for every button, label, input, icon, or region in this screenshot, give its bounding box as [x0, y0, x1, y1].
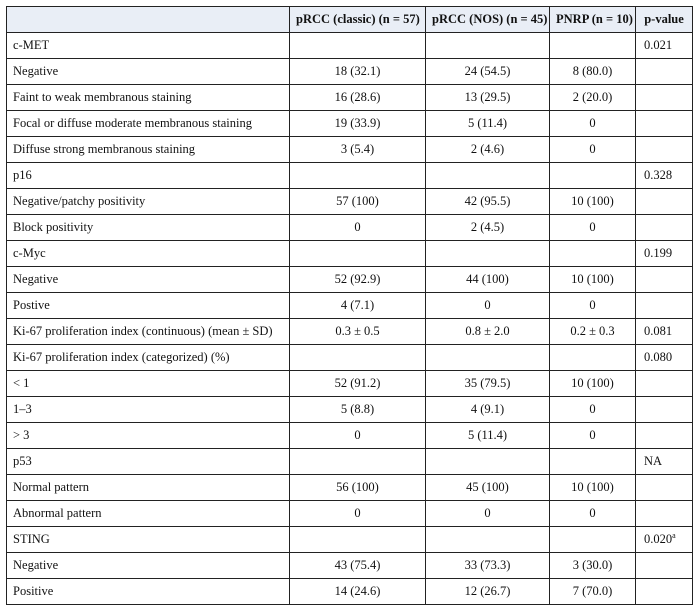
cell-p-value — [636, 59, 693, 85]
table-row — [7, 189, 693, 215]
cell-prcc-nos — [426, 475, 550, 501]
row-label — [7, 501, 290, 527]
row-label-text: Negative — [13, 64, 59, 78]
row-label-text: Diffuse strong membranous staining — [13, 142, 196, 156]
cell-prcc-classic — [290, 111, 426, 137]
cell-pnrp — [550, 137, 636, 163]
header-row — [7, 7, 693, 33]
cell-prcc-nos — [426, 345, 550, 371]
cell-prcc-nos-text: 5 (11.4) — [467, 116, 508, 130]
table-row — [7, 319, 693, 345]
cell-pnrp-text: 0 — [589, 506, 596, 520]
cell-pnrp-text: 0 — [589, 428, 596, 442]
row-label-text: Ki-67 proliferation index (categorized) (%) — [13, 350, 230, 364]
row-label-text: Postive — [13, 298, 50, 312]
cell-prcc-classic — [290, 293, 426, 319]
row-label — [7, 579, 290, 605]
cell-p-value — [636, 475, 693, 501]
row-label-text: Positive — [13, 584, 54, 598]
cell-prcc-classic-text: 43 (75.4) — [334, 558, 381, 572]
cell-prcc-nos-text: 42 (95.5) — [464, 194, 511, 208]
cell-p-value — [636, 501, 693, 527]
cell-p-value — [636, 527, 693, 553]
cell-prcc-classic — [290, 267, 426, 293]
cell-prcc-classic-text: 14 (24.6) — [334, 584, 381, 598]
cell-pnrp — [550, 579, 636, 605]
cell-pnrp-text: 10 (100) — [571, 272, 614, 286]
cell-prcc-classic-text: 19 (33.9) — [334, 116, 381, 130]
row-label-text: Focal or diffuse moderate membranous staining — [13, 116, 252, 130]
cell-p-value — [636, 293, 693, 319]
cell-prcc-nos — [426, 241, 550, 267]
cell-p-value-text: 0.328 — [644, 168, 673, 182]
footnote-marker: a — [672, 530, 676, 540]
row-label-text: Normal pattern — [13, 480, 90, 494]
row-label-text: 1–3 — [13, 402, 32, 416]
cell-prcc-nos-text: 0.8 ± 2.0 — [465, 324, 510, 338]
table-row — [7, 85, 693, 111]
row-label-text: > 3 — [13, 428, 30, 442]
cell-prcc-nos-text: 5 (11.4) — [467, 428, 508, 442]
row-label — [7, 85, 290, 111]
cell-prcc-nos-text: 33 (73.3) — [464, 558, 511, 572]
cell-p-value — [636, 215, 693, 241]
cell-p-value — [636, 189, 693, 215]
cell-prcc-classic-text: 0 — [354, 428, 361, 442]
row-label — [7, 137, 290, 163]
cell-pnrp — [550, 85, 636, 111]
cell-p-value — [636, 137, 693, 163]
data-table-container — [6, 6, 693, 605]
cell-p-value-text: NA — [644, 454, 663, 468]
cell-pnrp — [550, 423, 636, 449]
cell-p-value — [636, 163, 693, 189]
cell-prcc-nos-text: 2 (4.6) — [470, 142, 505, 156]
cell-pnrp — [550, 163, 636, 189]
cell-prcc-nos-text: 35 (79.5) — [464, 376, 511, 390]
row-label — [7, 59, 290, 85]
table-row — [7, 293, 693, 319]
table-row — [7, 423, 693, 449]
cell-prcc-classic-text: 4 (7.1) — [340, 298, 375, 312]
cell-pnrp — [550, 553, 636, 579]
cell-pnrp-text: 2 (20.0) — [572, 90, 613, 104]
cell-prcc-nos-text: 0 — [484, 506, 491, 520]
cell-prcc-classic-text: 52 (92.9) — [334, 272, 381, 286]
row-label — [7, 111, 290, 137]
cell-prcc-nos — [426, 371, 550, 397]
cell-prcc-classic — [290, 163, 426, 189]
cell-p-value — [636, 579, 693, 605]
cell-pnrp — [550, 397, 636, 423]
cell-prcc-classic — [290, 33, 426, 59]
cell-prcc-nos — [426, 579, 550, 605]
cell-pnrp-text: 7 (70.0) — [572, 584, 613, 598]
cell-prcc-classic — [290, 345, 426, 371]
cell-prcc-nos — [426, 111, 550, 137]
cell-p-value-text: 0.020 — [644, 532, 673, 546]
cell-prcc-nos-text: 44 (100) — [466, 272, 509, 286]
cell-prcc-nos-text: 24 (54.5) — [464, 64, 511, 78]
cell-prcc-nos — [426, 137, 550, 163]
row-label — [7, 475, 290, 501]
cell-pnrp — [550, 241, 636, 267]
cell-p-value — [636, 553, 693, 579]
cell-prcc-classic — [290, 553, 426, 579]
cell-prcc-classic — [290, 137, 426, 163]
cell-p-value — [636, 371, 693, 397]
cell-prcc-classic — [290, 475, 426, 501]
cell-prcc-classic-text: 52 (91.2) — [334, 376, 381, 390]
table-row — [7, 59, 693, 85]
cell-prcc-classic-text: 0 — [354, 506, 361, 520]
row-label-text: c-Myc — [13, 246, 46, 260]
cell-prcc-nos-text: 13 (29.5) — [464, 90, 511, 104]
cell-p-value-text: 0.080 — [644, 350, 673, 364]
row-label-text: Block positivity — [13, 220, 94, 234]
row-label — [7, 553, 290, 579]
cell-pnrp-text: 10 (100) — [571, 480, 614, 494]
row-label — [7, 163, 290, 189]
cell-p-value — [636, 345, 693, 371]
table-row — [7, 267, 693, 293]
table-row — [7, 215, 693, 241]
cell-pnrp — [550, 527, 636, 553]
row-label-text: p53 — [13, 454, 32, 468]
table-row — [7, 579, 693, 605]
cell-p-value — [636, 241, 693, 267]
cell-p-value — [636, 319, 693, 345]
cell-prcc-classic — [290, 423, 426, 449]
cell-pnrp-text: 0 — [589, 298, 596, 312]
row-label-text: Negative — [13, 558, 59, 572]
cell-prcc-nos — [426, 163, 550, 189]
header-prcc-classic: pRCC (classic) (n = 57) — [290, 7, 426, 33]
cell-pnrp — [550, 345, 636, 371]
cell-pnrp-text: 0.2 ± 0.3 — [570, 324, 615, 338]
cell-prcc-classic-text: 56 (100) — [336, 480, 379, 494]
cell-p-value-text: 0.081 — [644, 324, 673, 338]
cell-prcc-nos — [426, 319, 550, 345]
row-label — [7, 527, 290, 553]
table-row — [7, 345, 693, 371]
cell-pnrp — [550, 215, 636, 241]
cell-p-value-text: 0.021 — [644, 38, 673, 52]
table-row — [7, 553, 693, 579]
row-label — [7, 345, 290, 371]
row-label — [7, 397, 290, 423]
table-row — [7, 449, 693, 475]
cell-prcc-classic-text: 0 — [354, 220, 361, 234]
cell-prcc-nos — [426, 267, 550, 293]
table-row — [7, 501, 693, 527]
header-p-value: p-value — [636, 7, 693, 33]
cell-prcc-nos — [426, 527, 550, 553]
cell-pnrp — [550, 59, 636, 85]
cell-prcc-nos — [426, 215, 550, 241]
row-label — [7, 423, 290, 449]
cell-prcc-nos-text: 2 (4.5) — [470, 220, 505, 234]
cell-prcc-nos — [426, 85, 550, 111]
cell-prcc-classic — [290, 527, 426, 553]
header-prcc-nos: pRCC (NOS) (n = 45) — [426, 7, 550, 33]
cell-pnrp-text: 0 — [589, 142, 596, 156]
cell-prcc-classic-text: 18 (32.1) — [334, 64, 381, 78]
header-pnrp: PNRP (n = 10) — [550, 7, 636, 33]
cell-pnrp — [550, 371, 636, 397]
row-label-text: Faint to weak membranous staining — [13, 90, 192, 104]
cell-prcc-classic-text: 5 (8.8) — [340, 402, 375, 416]
immunohistochemistry-table — [6, 6, 693, 605]
row-label — [7, 215, 290, 241]
cell-pnrp — [550, 189, 636, 215]
cell-pnrp-text: 10 (100) — [571, 376, 614, 390]
cell-prcc-classic — [290, 241, 426, 267]
cell-prcc-classic — [290, 501, 426, 527]
cell-prcc-classic — [290, 319, 426, 345]
row-label — [7, 319, 290, 345]
table-row — [7, 371, 693, 397]
header-variable — [7, 7, 290, 33]
table-row — [7, 137, 693, 163]
row-label-text: STING — [13, 532, 50, 546]
cell-pnrp — [550, 475, 636, 501]
cell-prcc-classic — [290, 59, 426, 85]
cell-prcc-nos — [426, 293, 550, 319]
cell-prcc-nos — [426, 553, 550, 579]
table-row — [7, 397, 693, 423]
cell-prcc-classic-text: 0.3 ± 0.5 — [335, 324, 380, 338]
row-label — [7, 241, 290, 267]
cell-prcc-nos — [426, 423, 550, 449]
cell-p-value — [636, 423, 693, 449]
table-row — [7, 241, 693, 267]
cell-prcc-classic-text: 57 (100) — [336, 194, 379, 208]
cell-p-value — [636, 267, 693, 293]
cell-pnrp-text: 0 — [589, 402, 596, 416]
row-label-text: c-MET — [13, 38, 50, 52]
row-label-text: Ki-67 proliferation index (continuous) (mean ± SD) — [13, 324, 273, 338]
row-label — [7, 33, 290, 59]
cell-pnrp — [550, 449, 636, 475]
row-label-text: p16 — [13, 168, 32, 182]
cell-prcc-classic — [290, 215, 426, 241]
cell-prcc-classic — [290, 449, 426, 475]
cell-prcc-nos-text: 4 (9.1) — [470, 402, 505, 416]
cell-pnrp — [550, 293, 636, 319]
cell-prcc-classic — [290, 371, 426, 397]
cell-pnrp-text: 3 (30.0) — [572, 558, 613, 572]
table-row — [7, 163, 693, 189]
row-label-text: Negative — [13, 272, 59, 286]
cell-prcc-nos — [426, 449, 550, 475]
row-label — [7, 449, 290, 475]
cell-prcc-nos — [426, 59, 550, 85]
cell-pnrp — [550, 267, 636, 293]
table-body — [7, 33, 693, 605]
cell-prcc-nos — [426, 33, 550, 59]
cell-pnrp-text: 0 — [589, 220, 596, 234]
table-row — [7, 33, 693, 59]
cell-pnrp-text: 8 (80.0) — [572, 64, 613, 78]
cell-p-value — [636, 33, 693, 59]
cell-p-value — [636, 397, 693, 423]
cell-pnrp — [550, 111, 636, 137]
cell-prcc-classic — [290, 189, 426, 215]
row-label — [7, 267, 290, 293]
row-label-text: < 1 — [13, 376, 30, 390]
row-label-text: Abnormal pattern — [13, 506, 102, 520]
cell-p-value — [636, 449, 693, 475]
cell-prcc-nos — [426, 189, 550, 215]
row-label — [7, 189, 290, 215]
cell-prcc-nos-text: 12 (26.7) — [464, 584, 511, 598]
table-row — [7, 527, 693, 553]
cell-pnrp — [550, 319, 636, 345]
cell-prcc-classic — [290, 85, 426, 111]
cell-prcc-classic-text: 16 (28.6) — [334, 90, 381, 104]
table-row — [7, 111, 693, 137]
row-label — [7, 293, 290, 319]
cell-prcc-nos-text: 0 — [484, 298, 491, 312]
row-label-text: Negative/patchy positivity — [13, 194, 146, 208]
row-label — [7, 371, 290, 397]
cell-pnrp — [550, 501, 636, 527]
cell-pnrp-text: 0 — [589, 116, 596, 130]
cell-prcc-classic — [290, 397, 426, 423]
cell-p-value-text: 0.199 — [644, 246, 673, 260]
cell-prcc-classic — [290, 579, 426, 605]
cell-prcc-nos-text: 45 (100) — [466, 480, 509, 494]
cell-pnrp — [550, 33, 636, 59]
table-row — [7, 475, 693, 501]
cell-prcc-classic-text: 3 (5.4) — [340, 142, 375, 156]
cell-prcc-nos — [426, 501, 550, 527]
cell-p-value — [636, 85, 693, 111]
cell-pnrp-text: 10 (100) — [571, 194, 614, 208]
cell-prcc-nos — [426, 397, 550, 423]
cell-p-value — [636, 111, 693, 137]
